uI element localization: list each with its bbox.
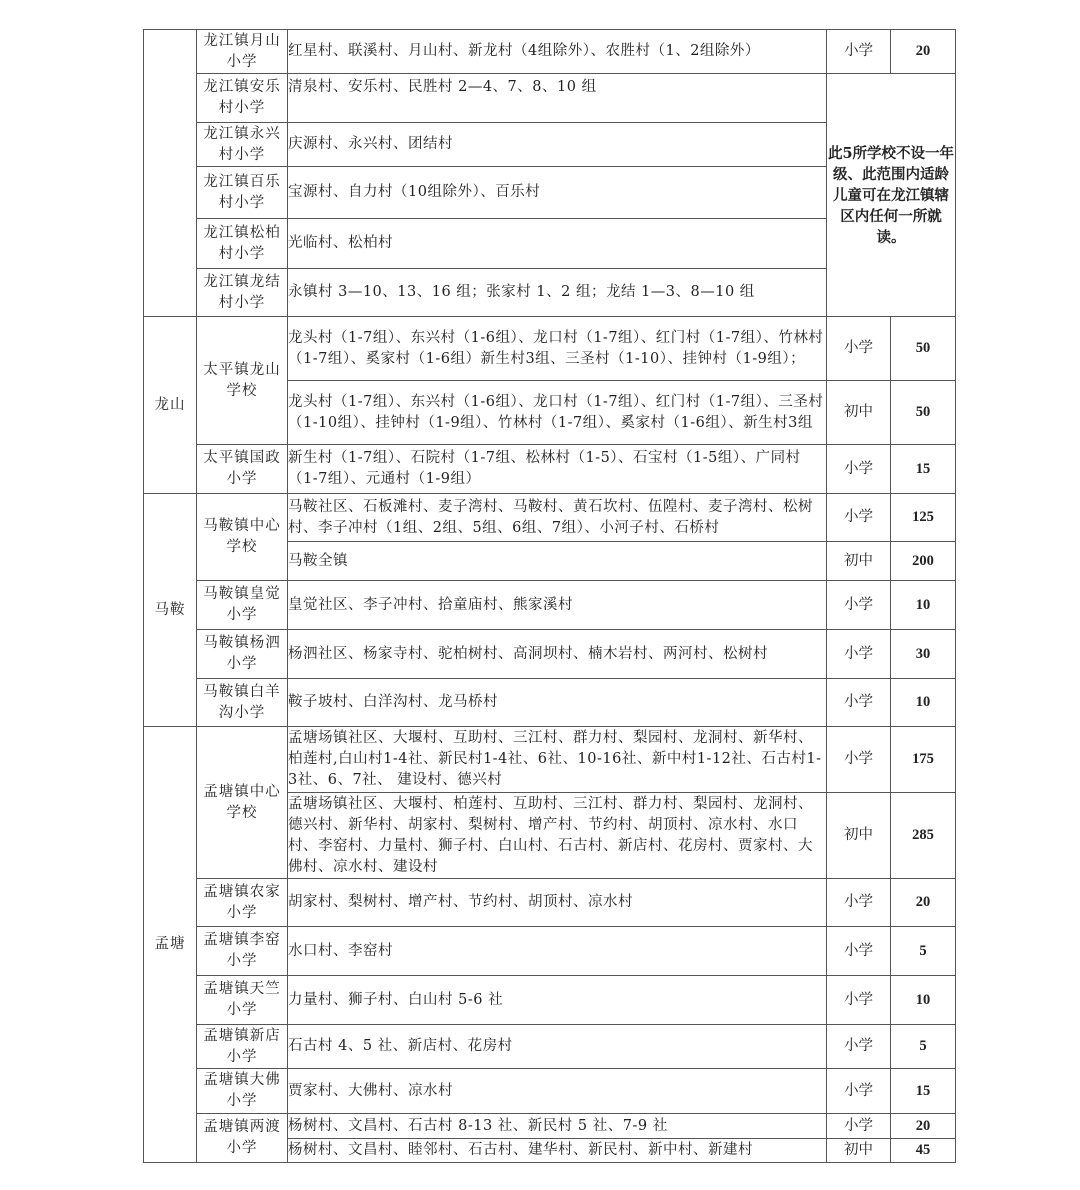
table-row [144,74,956,123]
area-cell: 石古村 4、5 社、新店村、花房村 [288,1025,827,1069]
level-cell: 初中 [827,793,891,879]
quota-cell: 10 [891,581,956,630]
area-cell: 水口村、李窑村 [288,927,827,976]
level-cell: 初中 [827,1139,891,1163]
level-cell: 小学 [827,1069,891,1114]
school-cell: 马鞍镇中心学校 [197,494,288,581]
level-cell: 小学 [827,879,891,927]
table-row [144,30,956,74]
school-cell: 龙江镇百乐村小学 [197,167,288,219]
quota-cell: 50 [891,381,956,445]
quota-cell: 5 [891,927,956,976]
level-cell: 小学 [827,494,891,542]
level-cell: 小学 [827,445,891,494]
quota-cell: 50 [891,317,956,381]
school-cell: 龙江镇月山小学 [197,30,288,74]
table-row [144,445,956,494]
school-cell: 孟塘镇两渡小学 [197,1114,288,1163]
town-cell: 马鞍 [144,494,197,727]
town-cell: 龙山 [144,317,197,494]
town-cell: 孟塘 [144,727,197,1163]
table-row [144,630,956,679]
school-cell: 龙江镇松柏村小学 [197,219,288,269]
table-row [144,494,956,542]
quota-cell: 45 [891,1139,956,1163]
area-cell: 龙头村（1-7组）、东兴村（1-6组）、龙口村（1-7组）、红门村（1-7组）、三圣村（1-10组）、挂钟村（1-9组）、竹林村（1-7组）、奚家村（1-6组）、新生村3组 [288,381,827,445]
area-cell: 杨泗社区、杨家寺村、驼柏树村、高洞坝村、楠木岩村、两河村、松树村 [288,630,827,679]
area-cell: 皇觉社区、李子冲村、拾童庙村、熊家溪村 [288,581,827,630]
level-cell: 小学 [827,630,891,679]
school-cell: 马鞍镇杨泗小学 [197,630,288,679]
quota-cell: 175 [891,727,956,793]
area-cell: 贾家村、大佛村、凉水村 [288,1069,827,1114]
area-cell: 清泉村、安乐村、民胜村 2—4、7、8、10 组 [288,74,827,123]
quota-cell: 125 [891,494,956,542]
quota-cell: 10 [891,976,956,1025]
school-cell: 龙江镇永兴村小学 [197,123,288,167]
quota-cell: 15 [891,1069,956,1114]
area-cell: 庆源村、永兴村、团结村 [288,123,827,167]
quota-cell: 30 [891,630,956,679]
school-cell: 龙江镇龙结村小学 [197,269,288,317]
area-cell: 杨树村、文昌村、睦邻村、石古村、建华村、新民村、新中村、新建村 [288,1139,827,1163]
school-cell: 太平镇龙山学校 [197,317,288,445]
level-cell: 小学 [827,1025,891,1069]
table-row [144,1069,956,1114]
school-cell: 孟塘镇天竺小学 [197,976,288,1025]
level-cell: 小学 [827,679,891,727]
area-cell: 孟塘场镇社区、大堰村、柏莲村、互助村、三江村、群力村、梨园村、龙洞村、德兴村、新华村、胡家村、梨树村、增产村、节约村、胡顶村、凉水村、水口村、李窑村、力量村、狮子村、白山村、石古村、新店村、花房村、贾家村、大佛村、凉水村、建设村 [288,793,827,879]
school-cell: 马鞍镇白羊沟小学 [197,679,288,727]
note-cell: 此5所学校不设一年级、此范围内适龄儿童可在龙江镇辖区内任何一所就读。 [827,74,956,317]
school-cell: 孟塘镇李窑小学 [197,927,288,976]
area-cell: 力量村、狮子村、白山村 5-6 社 [288,976,827,1025]
table-row [144,679,956,727]
school-cell: 龙江镇安乐村小学 [197,74,288,123]
level-cell: 小学 [827,317,891,381]
area-cell: 胡家村、梨树村、增产村、节约村、胡顶村、凉水村 [288,879,827,927]
table-row [144,927,956,976]
quota-cell: 285 [891,793,956,879]
level-cell: 小学 [827,30,891,74]
school-cell: 太平镇国政小学 [197,445,288,494]
school-cell: 孟塘镇大佛小学 [197,1069,288,1114]
level-cell: 小学 [827,581,891,630]
area-cell: 宝源村、自力村（10组除外）、百乐村 [288,167,827,219]
quota-cell: 20 [891,879,956,927]
level-cell: 小学 [827,976,891,1025]
table-row [144,1025,956,1069]
school-cell: 马鞍镇皇觉小学 [197,581,288,630]
table-row [144,976,956,1025]
school-cell: 孟塘镇农家小学 [197,879,288,927]
area-cell: 孟塘场镇社区、大堰村、互助村、三江村、群力村、梨园村、龙洞村、新华村、柏莲村,白山村1-4社、新民村1-4社、6社、10-16社、新中村1-12社、石古村1-3社、6、7社、 建设村、德兴村 [288,727,827,793]
area-cell: 龙头村（1-7组）、东兴村（1-6组）、龙口村（1-7组）、红门村（1-7组）、竹林村（1-7组）、奚家村（1-6组）新生村3组、三圣村（1-10）、挂钟村（1-9组）； [288,317,827,381]
quota-cell: 5 [891,1025,956,1069]
level-cell: 小学 [827,727,891,793]
table-row [144,1114,956,1139]
table-row [144,317,956,381]
area-cell: 鞍子坡村、白洋沟村、龙马桥村 [288,679,827,727]
enrollment-table [143,29,956,1163]
area-cell: 光临村、松柏村 [288,219,827,269]
table-row [144,727,956,793]
area-cell: 永镇村 3—10、13、16 组；张家村 1、2 组；龙结 1—3、8—10 组 [288,269,827,317]
area-cell: 马鞍社区、石板滩村、麦子湾村、马鞍村、黄石坎村、伍隍村、麦子湾村、松树村、李子冲村（1组、2组、5组、6组、7组）、小河子村、石桥村 [288,494,827,542]
level-cell: 小学 [827,927,891,976]
school-cell: 孟塘镇中心学校 [197,727,288,879]
town-cell [144,30,197,317]
level-cell: 小学 [827,1114,891,1139]
quota-cell: 20 [891,30,956,74]
area-cell: 杨树村、文昌村、石古村 8-13 社、新民村 5 社、7-9 社 [288,1114,827,1139]
area-cell: 红星村、联溪村、月山村、新龙村（4组除外）、农胜村（1、2组除外） [288,30,827,74]
area-cell: 马鞍全镇 [288,542,827,581]
quota-cell: 200 [891,542,956,581]
quota-cell: 15 [891,445,956,494]
table-row [144,581,956,630]
table-row [144,879,956,927]
level-cell: 初中 [827,542,891,581]
school-cell: 孟塘镇新店小学 [197,1025,288,1069]
area-cell: 新生村（1-7组）、石院村（1-7组、松林村（1-5）、石宝村（1-5组）、广同村（1-7组）、元通村（1-9组） [288,445,827,494]
level-cell: 初中 [827,381,891,445]
quota-cell: 20 [891,1114,956,1139]
quota-cell: 10 [891,679,956,727]
